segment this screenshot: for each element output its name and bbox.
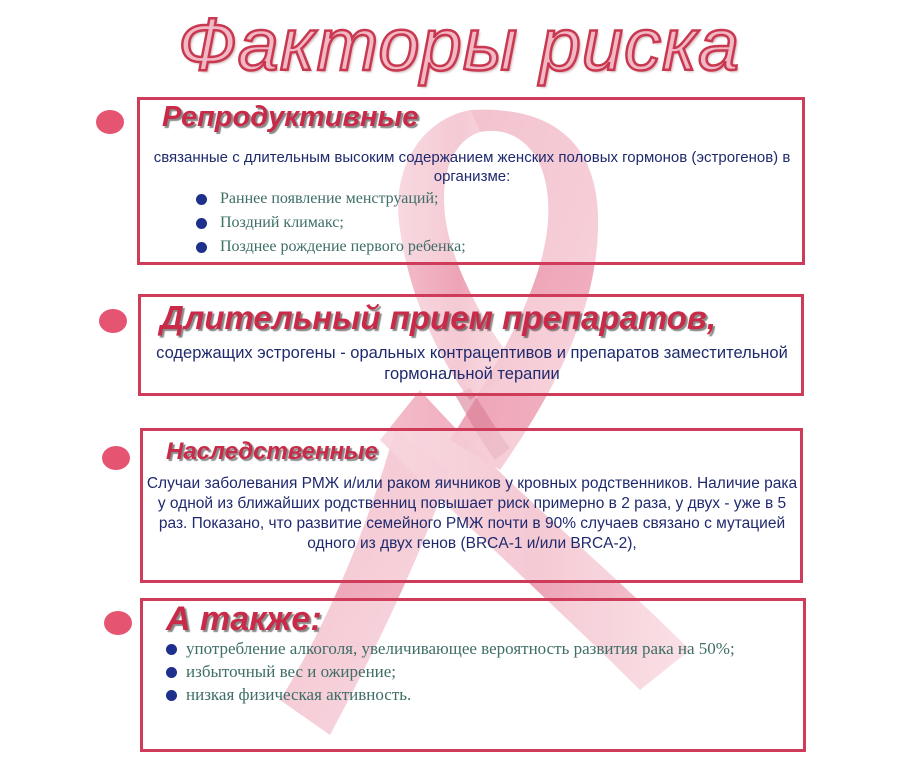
section-heading-hereditary: Наследственные [166,438,378,465]
section-bullet-icon [104,611,132,635]
bullet-dot-icon [166,667,177,678]
section-heading-reproductive: Репродуктивные [162,101,419,133]
section-description-reproductive: связанные с длительным высоким содержанием женских половых гормонов (эстрогенов) в организме: [153,149,791,185]
section-bullet-icon [99,309,127,333]
section-description-medication: содержащих эстрогены - оральных контрацептивов и препаратов заместительной гормональной терапии [156,344,788,383]
list-item: употребление алкоголя, увеличивающее вероятность развития рака на 50%; [166,637,786,660]
section-bullet-icon [102,446,130,470]
bullet-dot-icon [166,644,177,655]
bullet-dot-icon [196,242,207,253]
section-description-hereditary: Случаи заболевания РМЖ и/или раком яичников у кровных родственников. Наличие рака у одной из ближайших родственниц повышает риск примерно в 2 раза, у двух - уже в 5 раз. Показано, что развитие семейного РМЖ почти в 90% случаев связано с мутацией одного из двух генов (BRCA-1 и/или BRCA-2), [146,475,798,552]
list-item: избыточный вес и ожирение; [166,660,786,683]
bullet-dot-icon [196,194,207,205]
section-bullet-icon [96,110,124,134]
list-item: Раннее появление менструаций; [196,187,786,211]
section-heading-other: А также: [166,600,322,638]
list-item: низкая физическая активность. [166,683,786,706]
list-item: Поздний климакс; [196,211,786,235]
bullet-dot-icon [166,690,177,701]
reproductive-factors-list [196,187,786,259]
section-heading-medication: Длительный прием препаратов, [160,299,717,336]
other-factors-list [166,637,786,706]
page-title: Факторы риска [177,3,741,86]
bullet-dot-icon [196,218,207,229]
list-item: Позднее рождение первого ребенка; [196,235,786,259]
